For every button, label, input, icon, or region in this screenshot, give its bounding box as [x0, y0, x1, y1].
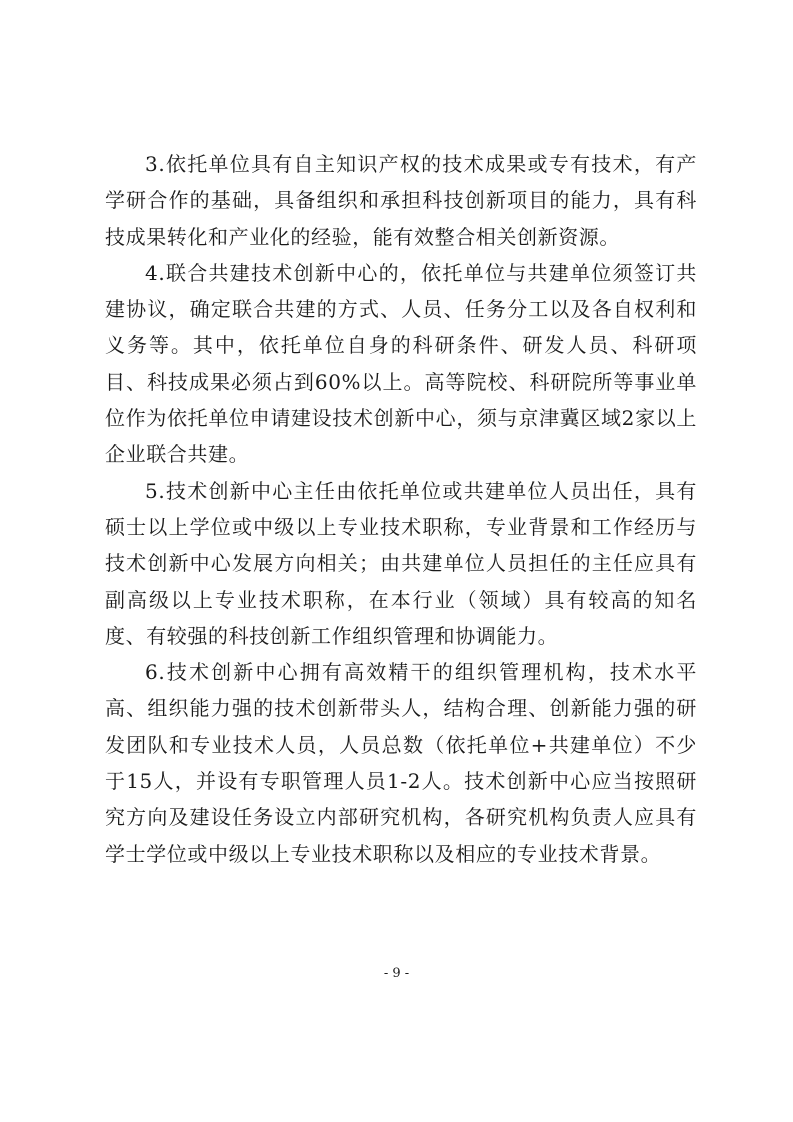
document-body [105, 146, 697, 872]
paragraph-item-3: 3.依托单位具有自主知识产权的技术成果或专有技术，有产学研合作的基础，具备组织和承担科技创新项目的能力，具有科技成果转化和产业化的经验，能有效整合相关创新资源。 [105, 152, 697, 249]
paragraph-item-5: 5.技术创新中心主任由依托单位或共建单位人员出任，具有硕士以上学位或中级以上专业技术职称，专业背景和工作经历与技术创新中心发展方向相关；由共建单位人员担任的主任应具有副高级以上专业技术职称，在本行业（领域）具有较高的知名度、有较强的科技创新工作组织管理和协调能力。 [105, 478, 697, 648]
paragraph-item-6: 6.技术创新中心拥有高效精干的组织管理机构，技术水平高、组织能力强的技术创新带头人，结构合理、创新能力强的研发团队和专业技术人员，人员总数（依托单位+共建单位）不少于15人，并设有专职管理人员1-2人。技术创新中心应当按照研究方向及建设任务设立内部研究机构，各研究机构负责人应具有学士学位或中级以上专业技术职称以及相应的专业技术背景。 [105, 660, 697, 866]
paragraph-item-4: 4.联合共建技术创新中心的，依托单位与共建单位须签订共建协议，确定联合共建的方式、人员、任务分工以及各自权利和义务等。其中，依托单位自身的科研条件、研发人员、科研项目、科技成果必须占到60%以上。高等院校、科研院所等事业单位作为依托单位申请建设技术创新中心，须与京津冀区域2家以上企业联合共建。 [105, 260, 697, 467]
page-number: - 9 - [383, 966, 410, 981]
